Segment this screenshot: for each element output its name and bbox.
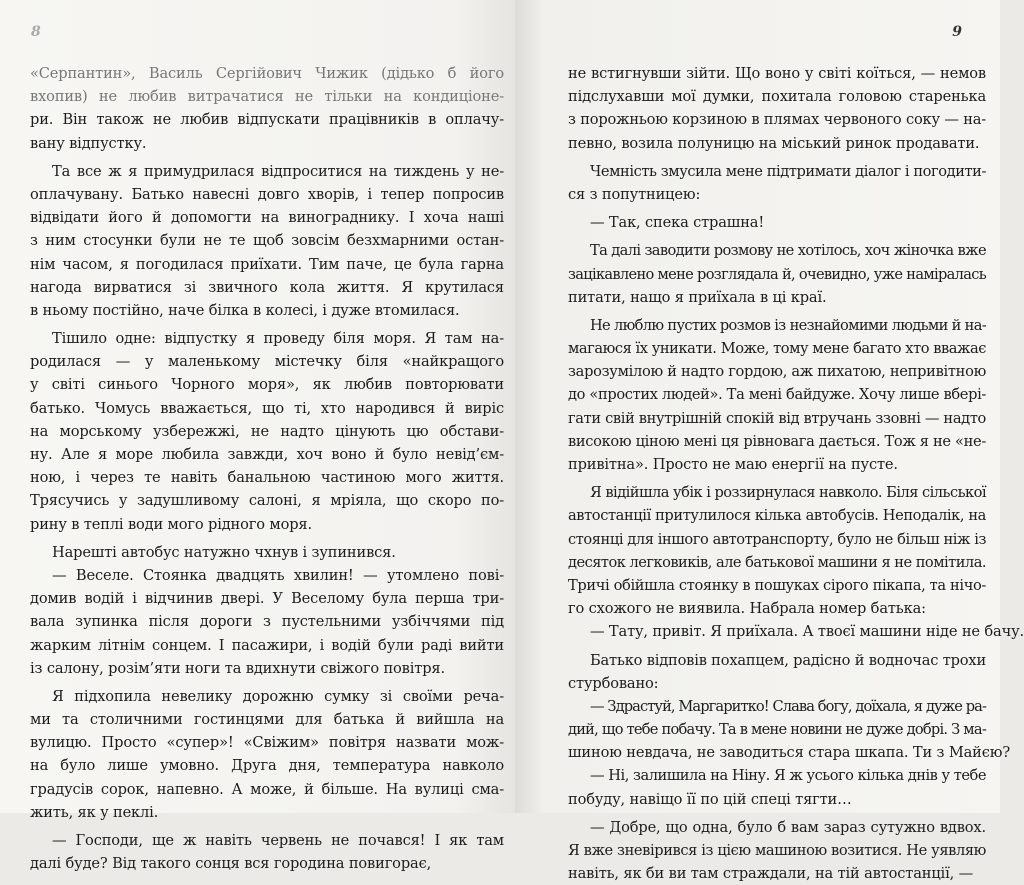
- text-line: ну. Але я море любила завжди, хоч воно й було невід’єм-: [30, 446, 504, 463]
- text-line: жарким літнім сонцем. І пасажири, і водій були раді вийти: [30, 636, 504, 654]
- text-line: вала зупинка після дороги з пустельними узбіччями під: [30, 613, 504, 631]
- text-line: Я вже зневірився із цією машиною возитися. Не уявляю: [568, 842, 986, 859]
- text-line: ся з попутницею:: [568, 185, 701, 203]
- text-line: десяток легковиків, але батькової машини я не помітила.: [568, 553, 986, 571]
- text-line: зацікавлено мене розглядала й, очевидно, уже наміралась: [568, 265, 986, 283]
- text-line: — Веселе. Стоянка двадцять хвилин! — утомлено пові-: [52, 566, 504, 584]
- text-line: Та далі заводити розмову не хотілось, хоч жіночка вже: [590, 242, 986, 260]
- text-line: стоянці для іншого автотранспорту, було не більш ніж із: [568, 530, 986, 548]
- text-line: родилася — у маленькому містечку біля «найкращого: [30, 353, 504, 371]
- text-line: Та все ж я примудрилася відпроситися на тиждень у не-: [52, 162, 504, 180]
- text-line: певно, возила полуницю на міський ринок продавати.: [568, 134, 980, 152]
- text-line: питати, нащо я приїхала в ці краї.: [568, 288, 827, 306]
- page-text: [568, 62, 1024, 885]
- text-line: у світі синього Чорного моря», як любив повторювати: [30, 376, 504, 394]
- text-line: — Здрастуй, Маргаритко! Слава богу, доїхала, я дуже ра-: [590, 697, 986, 715]
- text-line: Я підхопила невелику дорожню сумку зі своїми реча-: [52, 687, 504, 705]
- text-line: батько. Чомусь вважається, що ті, хто народився й виріс: [30, 399, 504, 417]
- text-line: підслухавши мої думки, похитала головою старенька: [568, 88, 986, 106]
- text-line: Трясучись у задушливому салоні, я мріяла, що скоро по-: [30, 492, 504, 510]
- text-line: оплачувану. Батько навесні довго хворів, і тепер попросив: [30, 185, 504, 203]
- right-page: [515, 0, 1024, 883]
- text-line: в ньому постійно, наче білка в колесі, і дуже втомилася.: [30, 301, 460, 319]
- text-line: відвідати його й допомогти на винограднику. І хоча наші: [30, 209, 504, 227]
- text-line: до «простих людей». Та мені байдуже. Хочу лише вбері-: [568, 386, 986, 404]
- text-line: з ним стосунки були не те щоб зовсім безхмарними остан-: [30, 232, 504, 250]
- text-line: з порожньою корзиною в плямах червоного соку — на-: [568, 111, 986, 129]
- text-line: нагода вирватися зі звичного кола життя. Я крутилася: [30, 278, 504, 296]
- text-line: стурбовано:: [568, 674, 659, 692]
- text-line: го схожого не виявила. Набрала номер батька:: [568, 600, 926, 618]
- page-number: 8: [31, 24, 41, 40]
- text-line: жить, як у пеклі.: [30, 803, 159, 821]
- text-line: дий, що тебе побачу. Та в мене новини не дуже добрі. З ма-: [568, 721, 986, 739]
- text-line: не встигнувши зійти. Що воно у світі коїться, — немов: [568, 65, 986, 82]
- text-line: ми та столичними гостинцями для батька й вийшла на: [30, 711, 504, 729]
- text-line: далі буде? Від такого сонця вся городина повигорає,: [30, 855, 432, 873]
- text-line: — Тату, привіт. Я приїхала. А твоєї машини ніде не бачу.: [590, 623, 1024, 641]
- text-line: — Ні, залишила на Ніну. Я ж усього кілька днів у тебе: [590, 767, 986, 785]
- text-line: Тричі обійшла стоянку в пошуках сірого пікапа, та нічо-: [568, 576, 986, 594]
- text-line: Тішило одне: відпустку я проведу біля моря. Я там на-: [52, 330, 504, 348]
- text-line: «Серпантин», Василь Сергійович Чижик (дідько б його: [30, 65, 504, 82]
- text-line: градусів сорок, напевно. А може, й більше. На вулиці сма-: [30, 780, 504, 798]
- text-line: нім часом, я погодилася приїхати. Тим паче, це була гарна: [30, 255, 504, 273]
- text-line: на було лише умовно. Друга дня, температура навколо: [30, 757, 504, 775]
- text-line: на морському узбережжі, не надто цінують цю обстави-: [30, 422, 504, 440]
- text-line: зарозумілою й надто гордою, аж пихатою, непривітною: [568, 363, 986, 381]
- text-line: привітна». Просто не маю енергії на пусте.: [568, 456, 898, 473]
- text-line: Не люблю пустих розмов із незнайомими людьми й на-: [590, 316, 986, 334]
- text-line: ною, і через те навіть банальною частиною мого життя.: [30, 469, 504, 487]
- text-line: побуду, навіщо її по цій спеці тягти…: [568, 790, 852, 808]
- text-line: рину в теплі води мого рідного моря.: [30, 515, 312, 533]
- text-line: Я відійшла убік і роззирнулася навколо. Біля сільської: [590, 484, 987, 502]
- left-page: [0, 0, 515, 873]
- text-line: гати свій внутрішній спокій від втручань ззовні — надто: [568, 409, 986, 427]
- text-line: Чемність змусила мене підтримати діалог і погодити-: [590, 162, 986, 180]
- text-line: домив водій і відчинив двері. У Веселому була перша три-: [30, 590, 504, 608]
- text-line: високою ціною мені ця рівновага дається. Тож я не «не-: [568, 432, 986, 450]
- text-line: шиною невдача, не заводиться стара шкапа. Ти з Майєю?: [568, 744, 1011, 762]
- page-text: [30, 62, 504, 875]
- text-line: ри. Він також не любив відпускати працівників в оплачу-: [30, 111, 504, 129]
- text-line: навіть, як би ви там страждали, на тій автостанції, —: [568, 865, 974, 883]
- text-line: вану відпустку.: [30, 134, 147, 152]
- text-line: Батько відповів похапцем, радісно й водночас трохи: [590, 651, 986, 669]
- text-line: вхопив) не любив витрачатися не тільки на кондиціоне-: [30, 88, 504, 106]
- text-line: — Так, спека страшна!: [590, 214, 765, 232]
- text-line: автостанції притулилося кілька автобусів. Неподалік, на: [568, 507, 986, 525]
- text-line: магаюся їх уникати. Може, тому мене багато хто вважає: [568, 340, 986, 358]
- text-line: — Господи, ще ж навіть червень не почався! І як там: [52, 832, 504, 849]
- text-line: — Добре, що одна, було б вам зараз сутужно вдвох.: [590, 818, 986, 836]
- page-number: 9: [952, 24, 962, 40]
- text-line: Нарешті автобус натужно чхнув і зупинився.: [52, 543, 396, 561]
- text-line: вулицю. Просто «супер»! «Свіжим» повітря назвати мож-: [30, 734, 504, 752]
- text-line: із салону, розім’яти ноги та вдихнути свіжого повітря.: [30, 659, 445, 677]
